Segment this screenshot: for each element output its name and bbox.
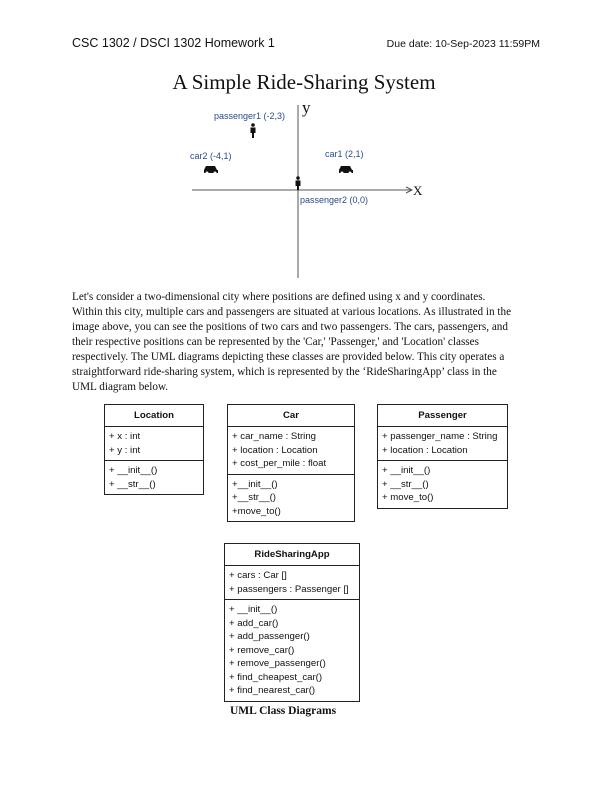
paragraph-line: UML diagram below. bbox=[72, 381, 169, 393]
uml-passenger-title: Passenger bbox=[378, 405, 507, 427]
paragraph-line: image above, you can see the positions of two cars and two passengers. The cars, passengers, and bbox=[72, 321, 508, 333]
uml-location-methods bbox=[105, 460, 203, 494]
uml-attribute: + location : Location bbox=[382, 444, 468, 456]
uml-attribute: + cost_per_mile : float bbox=[232, 458, 327, 469]
uml-car-attributes bbox=[228, 427, 354, 474]
uml-location-attributes bbox=[105, 427, 203, 460]
uml-passenger bbox=[377, 404, 508, 509]
uml-ridesharingapp-methods bbox=[225, 599, 359, 701]
figure-caption: UML Class Diagrams bbox=[230, 705, 337, 717]
uml-method: + add_car() bbox=[229, 617, 279, 629]
passenger2-icon bbox=[296, 176, 301, 190]
uml-method: + move_to() bbox=[382, 492, 434, 503]
uml-method: +__init__() bbox=[232, 478, 278, 490]
uml-car-methods bbox=[228, 474, 354, 522]
car2-icon bbox=[204, 166, 218, 175]
uml-car-title: Car bbox=[228, 405, 354, 427]
uml-method: + add_passenger() bbox=[229, 631, 310, 642]
uml-location-title: Location bbox=[105, 405, 203, 427]
paragraph-line: Within this city, multiple cars and passengers are situated at various locations. As illustrated in the bbox=[72, 306, 512, 318]
uml-attribute: + location : Location bbox=[232, 444, 318, 456]
uml-method: + remove_car() bbox=[229, 644, 295, 656]
uml-method: + __str__() bbox=[109, 478, 156, 490]
uml-method: + find_cheapest_car() bbox=[229, 671, 323, 683]
uml-ridesharingapp-attributes bbox=[225, 566, 359, 599]
uml-method: + find_nearest_car() bbox=[229, 685, 316, 696]
uml-car bbox=[227, 404, 355, 522]
car2-label: car2 (-4,1) bbox=[190, 151, 232, 161]
uml-location bbox=[104, 404, 204, 495]
uml-method: +__str__() bbox=[232, 492, 276, 503]
x-axis-label: X bbox=[413, 183, 423, 198]
car1-icon bbox=[339, 166, 353, 175]
passenger1-icon bbox=[251, 123, 256, 138]
uml-method: + __init__() bbox=[109, 465, 158, 476]
passenger1-label: passenger1 (-2,3) bbox=[214, 111, 286, 121]
paragraph-line: respectively. The UML diagrams depicting these classes are provided below. This city operates a bbox=[72, 351, 505, 363]
uml-method: + remove_passenger() bbox=[229, 658, 326, 669]
y-axis-label: y bbox=[302, 98, 311, 117]
uml-attribute: + passenger_name : String bbox=[382, 431, 498, 442]
uml-ridesharingapp-title: RideSharingApp bbox=[225, 544, 359, 566]
uml-method: + __init__() bbox=[382, 465, 431, 476]
intro-paragraph bbox=[72, 290, 540, 395]
coordinate-plot bbox=[0, 0, 608, 300]
uml-attribute: + y : int bbox=[109, 444, 141, 456]
uml-attribute: + x : int bbox=[109, 431, 141, 442]
uml-method: + __init__() bbox=[229, 604, 278, 615]
paragraph-line: their respective positions can be represented by the 'Car,' 'Passenger,' and 'Location' classes bbox=[72, 336, 479, 348]
paragraph-line: straightforward ride-sharing system, which is represented by the ‘RideSharingApp’ class in the bbox=[72, 366, 497, 378]
uml-passenger-methods bbox=[378, 460, 507, 508]
car1-label: car1 (2,1) bbox=[325, 149, 364, 159]
due-date: Due date: 10-Sep-2023 11:59PM bbox=[386, 38, 540, 50]
uml-attribute: + passengers : Passenger [] bbox=[229, 583, 349, 595]
uml-attribute: + car_name : String bbox=[232, 431, 316, 442]
uml-attribute: + cars : Car [] bbox=[229, 570, 287, 581]
page-title: A Simple Ride-Sharing System bbox=[172, 70, 436, 94]
paragraph-line: Let's consider a two-dimensional city where positions are defined using x and y coordinates. bbox=[72, 291, 486, 303]
uml-method: + __str__() bbox=[382, 478, 429, 490]
uml-passenger-attributes bbox=[378, 427, 507, 460]
course-title: CSC 1302 / DSCI 1302 Homework 1 bbox=[72, 36, 275, 50]
uml-ridesharingapp bbox=[224, 543, 360, 702]
passenger2-label: passenger2 (0,0) bbox=[300, 195, 369, 205]
uml-method: +move_to() bbox=[232, 505, 281, 517]
